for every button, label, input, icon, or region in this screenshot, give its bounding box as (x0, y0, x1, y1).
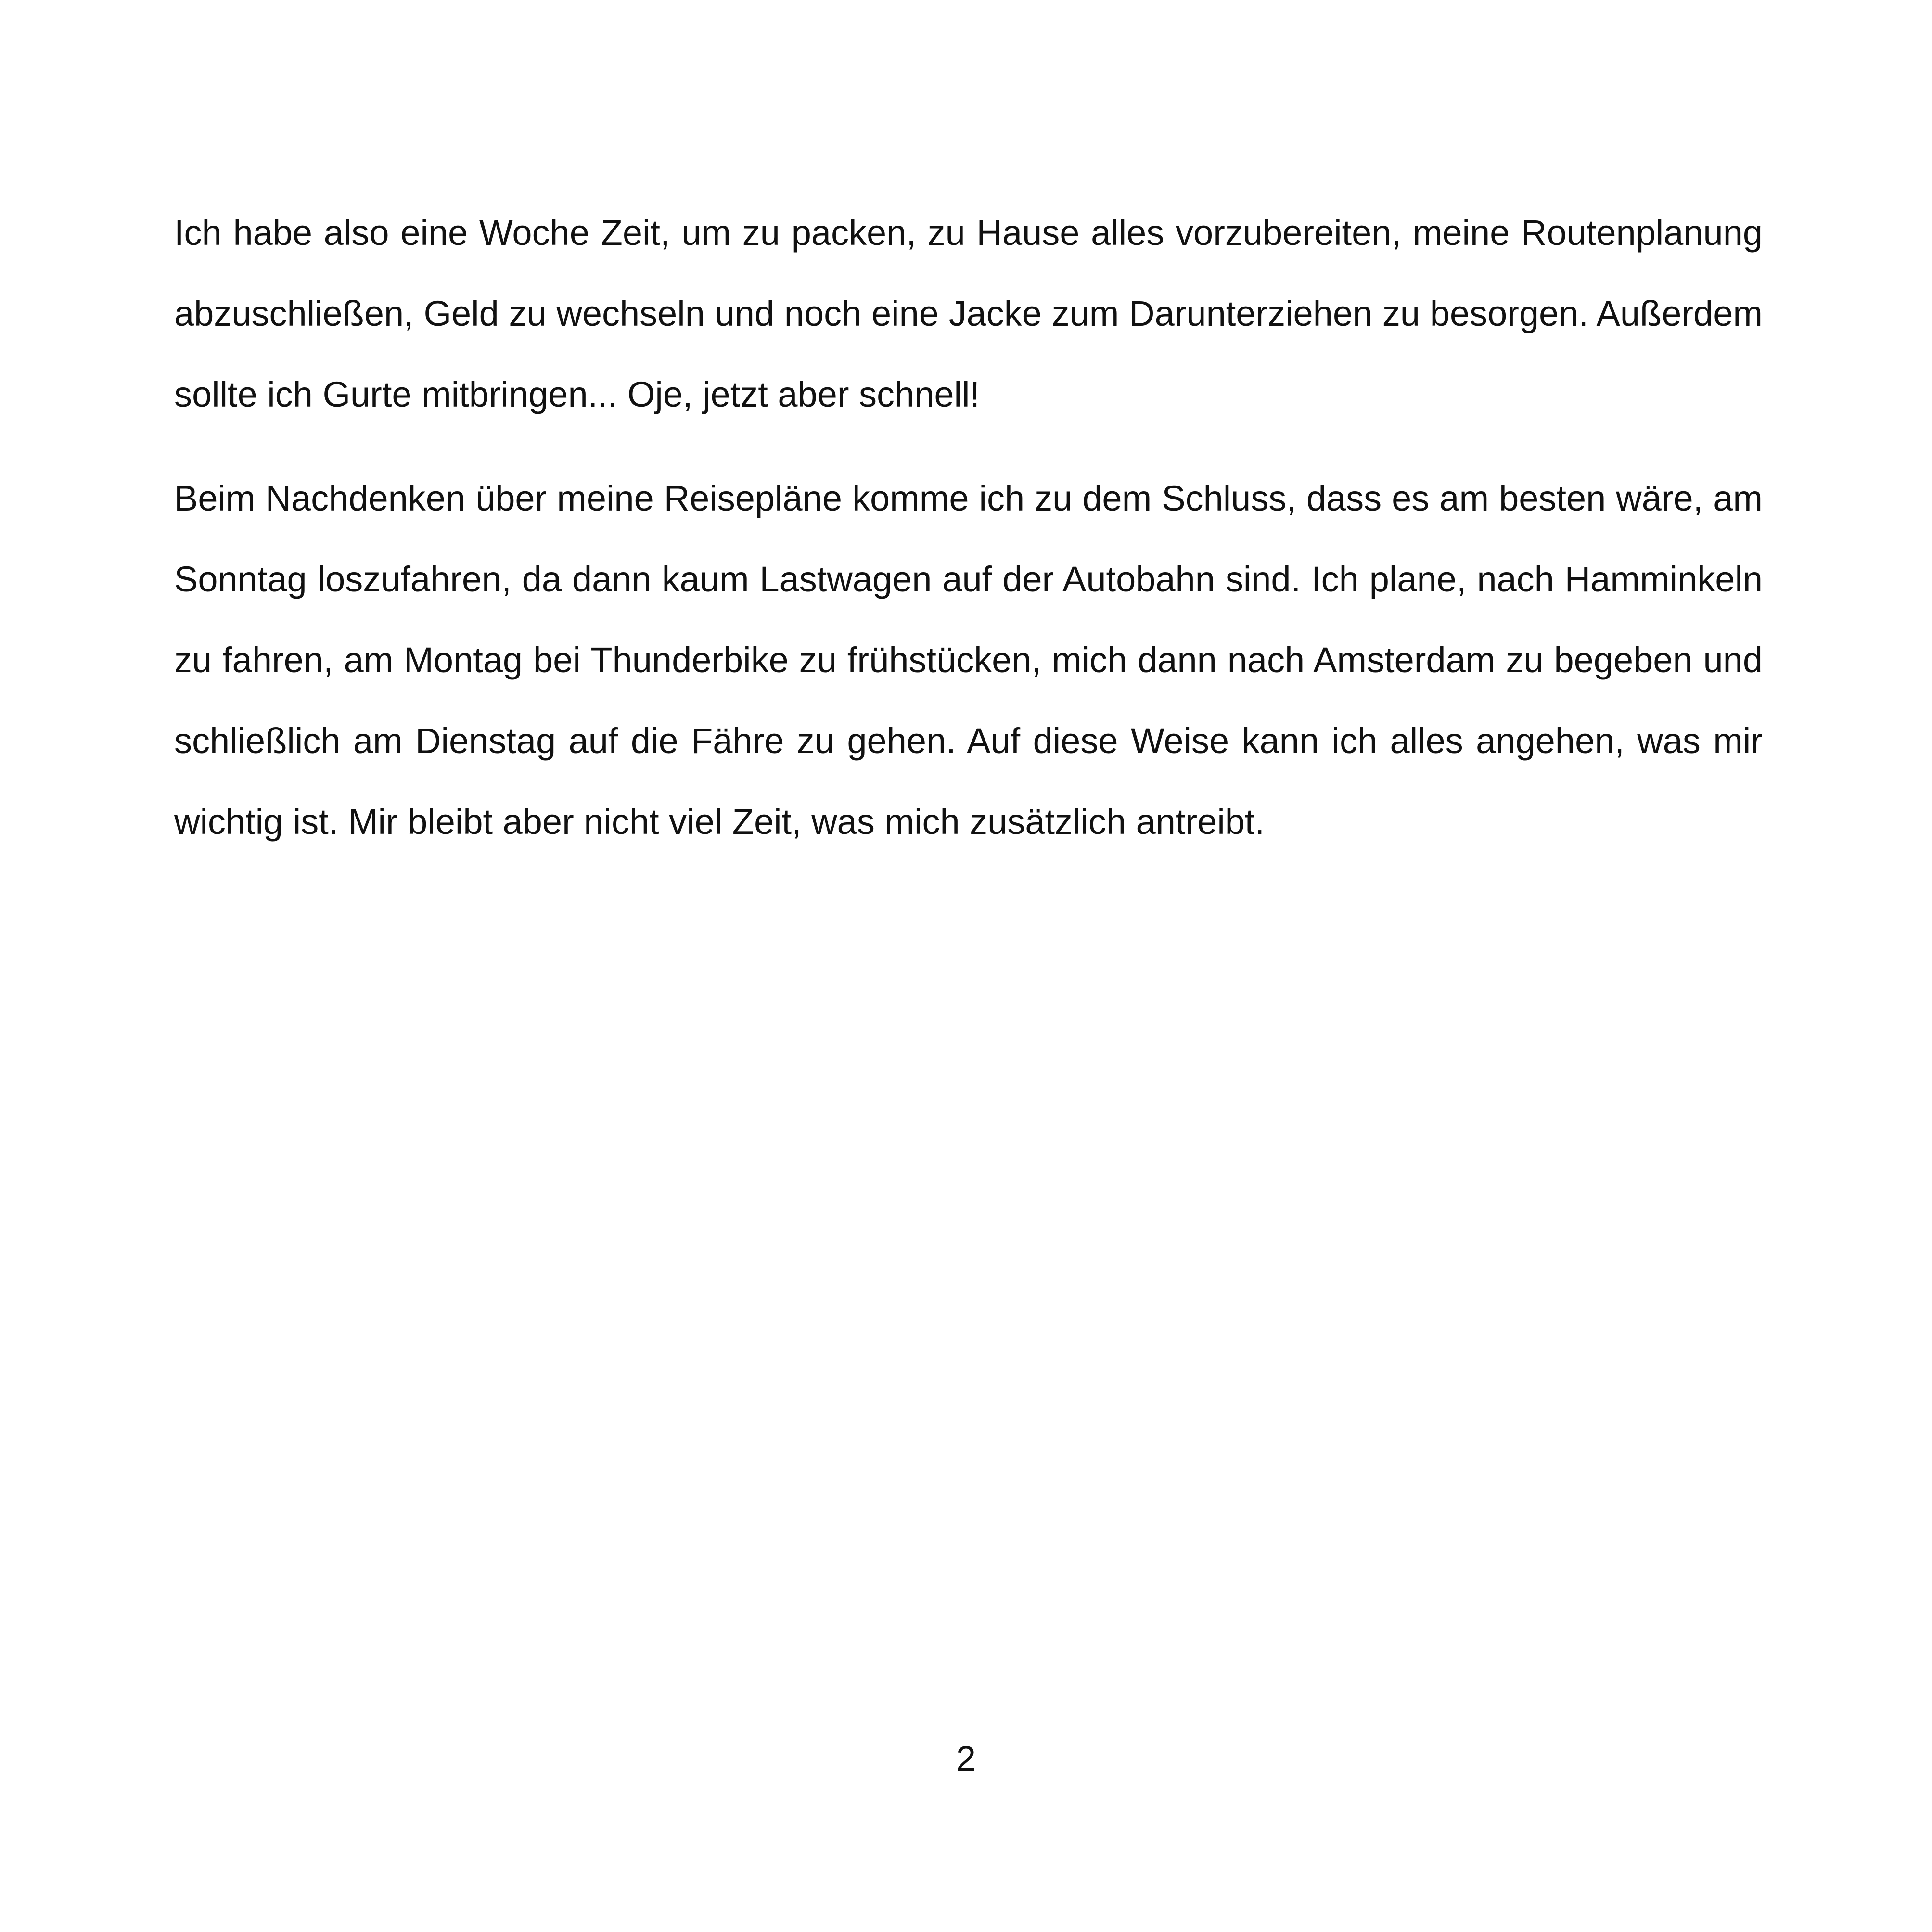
body-paragraph-2: Beim Nachdenken über meine Reisepläne komme ich zu dem Schluss, dass es am besten wäre, am Sonntag loszufahren, da dann kaum Lastwagen auf der Autobahn sind. Ich plane, nach Hamminkeln zu fahren, am Montag bei Thunderbike zu frühstücken, mich dann nach Amsterdam zu begeben und schließlich am Dienstag auf die Fähre zu gehen. Auf diese Weise kann ich alles angehen, was mir wichtig ist. Mir bleibt aber nicht viel Zeit, was mich zusätzlich antreibt. (174, 478, 1763, 842)
body-paragraph-1: Ich habe also eine Woche Zeit, um zu packen, zu Hause alles vorzubereiten, meine Routenplanung abzuschließen, Geld zu wechseln und noch eine Jacke zum Darunterziehen zu besorgen. Außerdem sollte ich Gurte mitbringen... Oje, jetzt aber schnell! (174, 213, 1763, 414)
page-number: 2 (956, 1739, 976, 1778)
